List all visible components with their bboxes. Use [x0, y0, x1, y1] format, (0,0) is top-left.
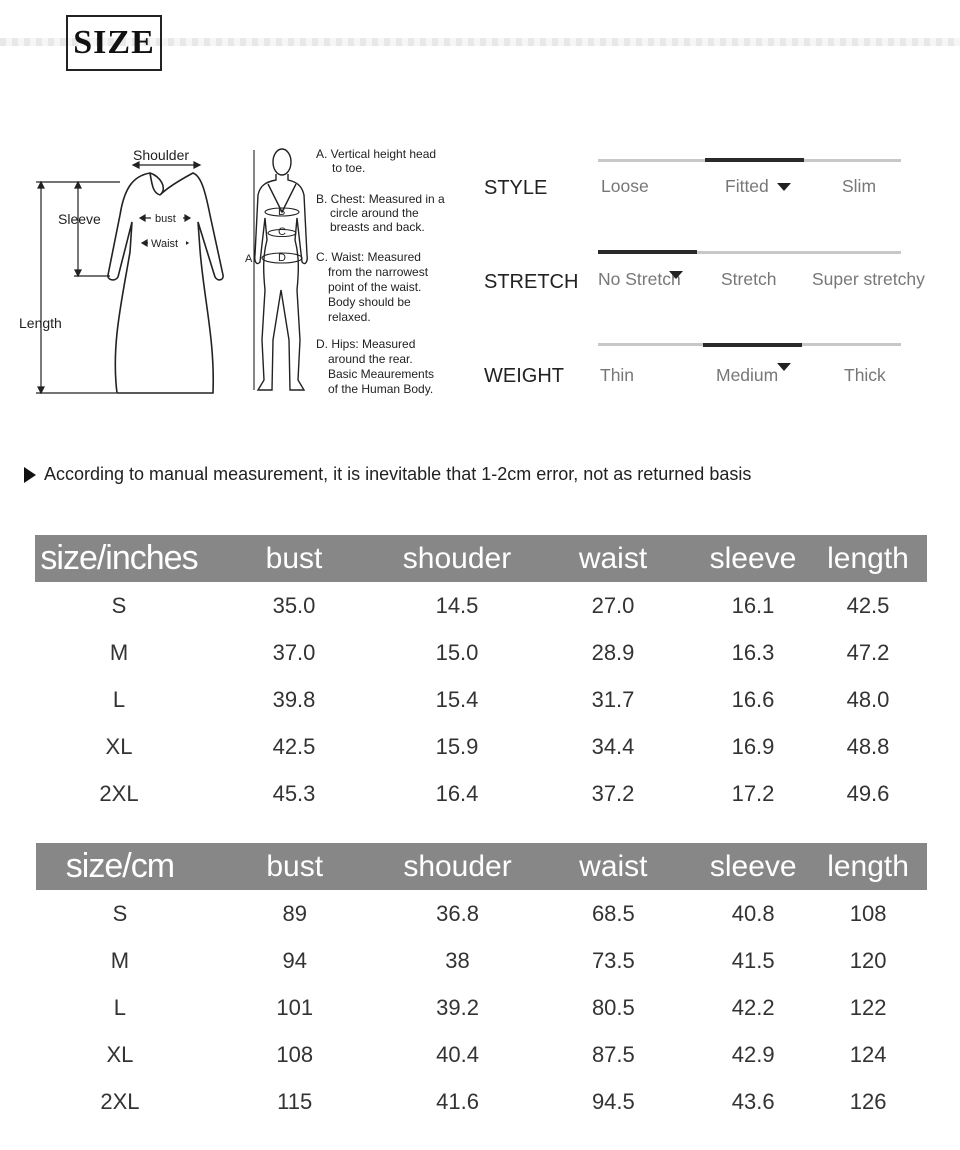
- size-table-cm: [36, 843, 927, 1125]
- header-bust: bust: [265, 541, 323, 575]
- cell-waist: 31.7: [591, 686, 635, 712]
- cell-size: XL: [106, 1041, 134, 1067]
- cell-bust: 37.0: [272, 639, 316, 665]
- header-length: length: [827, 849, 909, 883]
- cell-size: S: [111, 592, 127, 618]
- cell-shoulder: 41.6: [436, 1088, 479, 1114]
- cell-size: L: [113, 994, 127, 1020]
- cell-length: 122: [849, 994, 887, 1020]
- header-size: size/cm: [65, 847, 175, 885]
- page-title-text: SIZE: [73, 24, 155, 61]
- note-c: C. Waist: Measured from the narrowest point of the waist. Body should be relaxed.: [316, 250, 429, 324]
- stretch-selected-marker-icon: [669, 271, 683, 279]
- note-d: D. Hips: Measured around the rear. Basic Meaurements of the Human Body.: [316, 337, 435, 396]
- cell-bust: 94: [282, 947, 307, 973]
- cell-size: 2XL: [99, 780, 139, 806]
- notice-text: According to manual measurement, it is inevitable that 1-2cm error, not as returned basis: [44, 464, 752, 484]
- measurement-diagram: [10, 140, 450, 405]
- weight-option-thick: Thick: [844, 365, 886, 385]
- cell-waist: 68.5: [591, 900, 635, 926]
- header-sleeve: sleeve: [709, 541, 797, 575]
- page-title: [66, 15, 162, 71]
- cell-length: 48.8: [846, 733, 890, 759]
- cell-shoulder: 40.4: [436, 1041, 479, 1067]
- cell-bust: 35.0: [272, 592, 316, 618]
- cell-bust: 108: [276, 1041, 314, 1067]
- header-waist: waist: [578, 541, 648, 575]
- figure-label-b: B: [278, 206, 286, 218]
- cell-shoulder: 36.8: [436, 900, 479, 926]
- header-bust: bust: [266, 849, 324, 883]
- cell-bust: 42.5: [272, 733, 316, 759]
- cell-bust: 45.3: [272, 780, 316, 806]
- header-length: length: [827, 541, 909, 575]
- cell-shoulder: 15.9: [435, 733, 479, 759]
- table-row: [36, 1031, 927, 1078]
- triangle-right-icon: [24, 467, 36, 483]
- weight-option-thin: Thin: [600, 365, 635, 385]
- cell-sleeve: 42.9: [731, 1041, 775, 1067]
- cell-length: 48.0: [846, 686, 890, 712]
- cell-length: 47.2: [846, 639, 890, 665]
- cell-size: M: [109, 639, 129, 665]
- cell-length: 126: [849, 1088, 887, 1114]
- cell-length: 49.6: [846, 780, 890, 806]
- note-b: B. Chest: Measured in a circle around the breasts and back.: [316, 192, 445, 234]
- cell-bust: 39.8: [272, 686, 316, 712]
- cell-size: S: [112, 900, 128, 926]
- cell-sleeve: 41.5: [731, 947, 775, 973]
- body-figure: [255, 149, 307, 390]
- table-row: [36, 937, 927, 984]
- measurement-notice: [24, 464, 751, 485]
- style-selected-marker-icon: [777, 183, 791, 191]
- note-a: A. Vertical height head to toe.: [316, 147, 437, 175]
- cell-length: 42.5: [846, 592, 890, 618]
- cell-sleeve: 43.6: [731, 1088, 775, 1114]
- size-table-inches: [35, 535, 927, 817]
- cell-shoulder: 38: [445, 947, 470, 973]
- table-row: [35, 723, 927, 770]
- header-shoulder: shouder: [402, 541, 512, 575]
- table-row: [36, 890, 927, 937]
- cell-shoulder: 14.5: [435, 592, 479, 618]
- cell-size: 2XL: [100, 1088, 140, 1114]
- header-waist: waist: [579, 849, 648, 883]
- table-header: [36, 843, 927, 890]
- stretch-label: STRETCH: [484, 271, 579, 293]
- cell-bust: 89: [282, 900, 307, 926]
- header-shoulder: shouder: [403, 849, 512, 883]
- weight-selected-marker-icon: [777, 363, 791, 371]
- cell-waist: 87.5: [591, 1041, 635, 1067]
- table-header: [35, 535, 927, 582]
- style-option-loose: Loose: [601, 176, 649, 196]
- cell-sleeve: 16.6: [731, 686, 775, 712]
- style-option-fitted: Fitted: [725, 176, 769, 196]
- cell-sleeve: 42.2: [731, 994, 775, 1020]
- cell-size: XL: [105, 733, 133, 759]
- cell-bust: 101: [276, 994, 314, 1020]
- cell-waist: 37.2: [591, 780, 635, 806]
- header-size: size/inches: [40, 539, 198, 577]
- waist-label: Waist: [151, 238, 179, 250]
- cell-bust: 115: [277, 1088, 313, 1114]
- figure-label-a: A: [245, 253, 253, 265]
- cell-waist: 73.5: [591, 947, 635, 973]
- cell-sleeve: 16.1: [731, 592, 775, 618]
- cell-shoulder: 15.0: [435, 639, 479, 665]
- cell-size: L: [112, 686, 126, 712]
- cell-waist: 28.9: [591, 639, 635, 665]
- style-option-slim: Slim: [842, 176, 877, 196]
- style-scale-selected: [705, 158, 804, 162]
- cell-length: 120: [849, 947, 887, 973]
- cell-sleeve: 16.9: [731, 733, 775, 759]
- cell-waist: 27.0: [591, 592, 635, 618]
- cell-shoulder: 16.4: [435, 780, 479, 806]
- bust-label: bust: [155, 213, 176, 225]
- stretch-option-no-stretch: No Stretch: [598, 269, 681, 289]
- cell-size: M: [110, 947, 130, 973]
- table-row: [35, 676, 927, 723]
- style-label: STYLE: [484, 177, 548, 199]
- stretch-option-super-stretchy: Super stretchy: [812, 269, 925, 289]
- header-sleeve: sleeve: [709, 849, 797, 883]
- stretch-option-stretch: Stretch: [721, 269, 777, 289]
- figure-label-d: D: [278, 252, 286, 264]
- shoulder-label: Shoulder: [133, 147, 190, 163]
- table-row: [36, 984, 927, 1031]
- cell-length: 108: [849, 900, 887, 926]
- weight-label: WEIGHT: [484, 365, 564, 387]
- cell-sleeve: 40.8: [731, 900, 775, 926]
- cell-sleeve: 16.3: [731, 639, 775, 665]
- cell-waist: 94.5: [591, 1088, 635, 1114]
- cell-waist: 34.4: [591, 733, 635, 759]
- cell-shoulder: 39.2: [436, 994, 479, 1020]
- weight-scale-selected: [703, 343, 802, 347]
- table-row: [35, 629, 927, 676]
- cell-sleeve: 17.2: [731, 780, 775, 806]
- table-row: [35, 770, 927, 817]
- table-row: [35, 582, 927, 629]
- table-row: [36, 1078, 927, 1125]
- cell-waist: 80.5: [591, 994, 635, 1020]
- figure-label-c: C: [278, 226, 286, 238]
- weight-option-medium: Medium: [716, 365, 779, 385]
- sleeve-label: Sleeve: [58, 211, 101, 227]
- cell-shoulder: 15.4: [435, 686, 479, 712]
- stretch-scale-selected: [598, 250, 697, 254]
- dress-illustration: [108, 173, 223, 393]
- length-label: Length: [19, 315, 62, 331]
- cell-length: 124: [849, 1041, 887, 1067]
